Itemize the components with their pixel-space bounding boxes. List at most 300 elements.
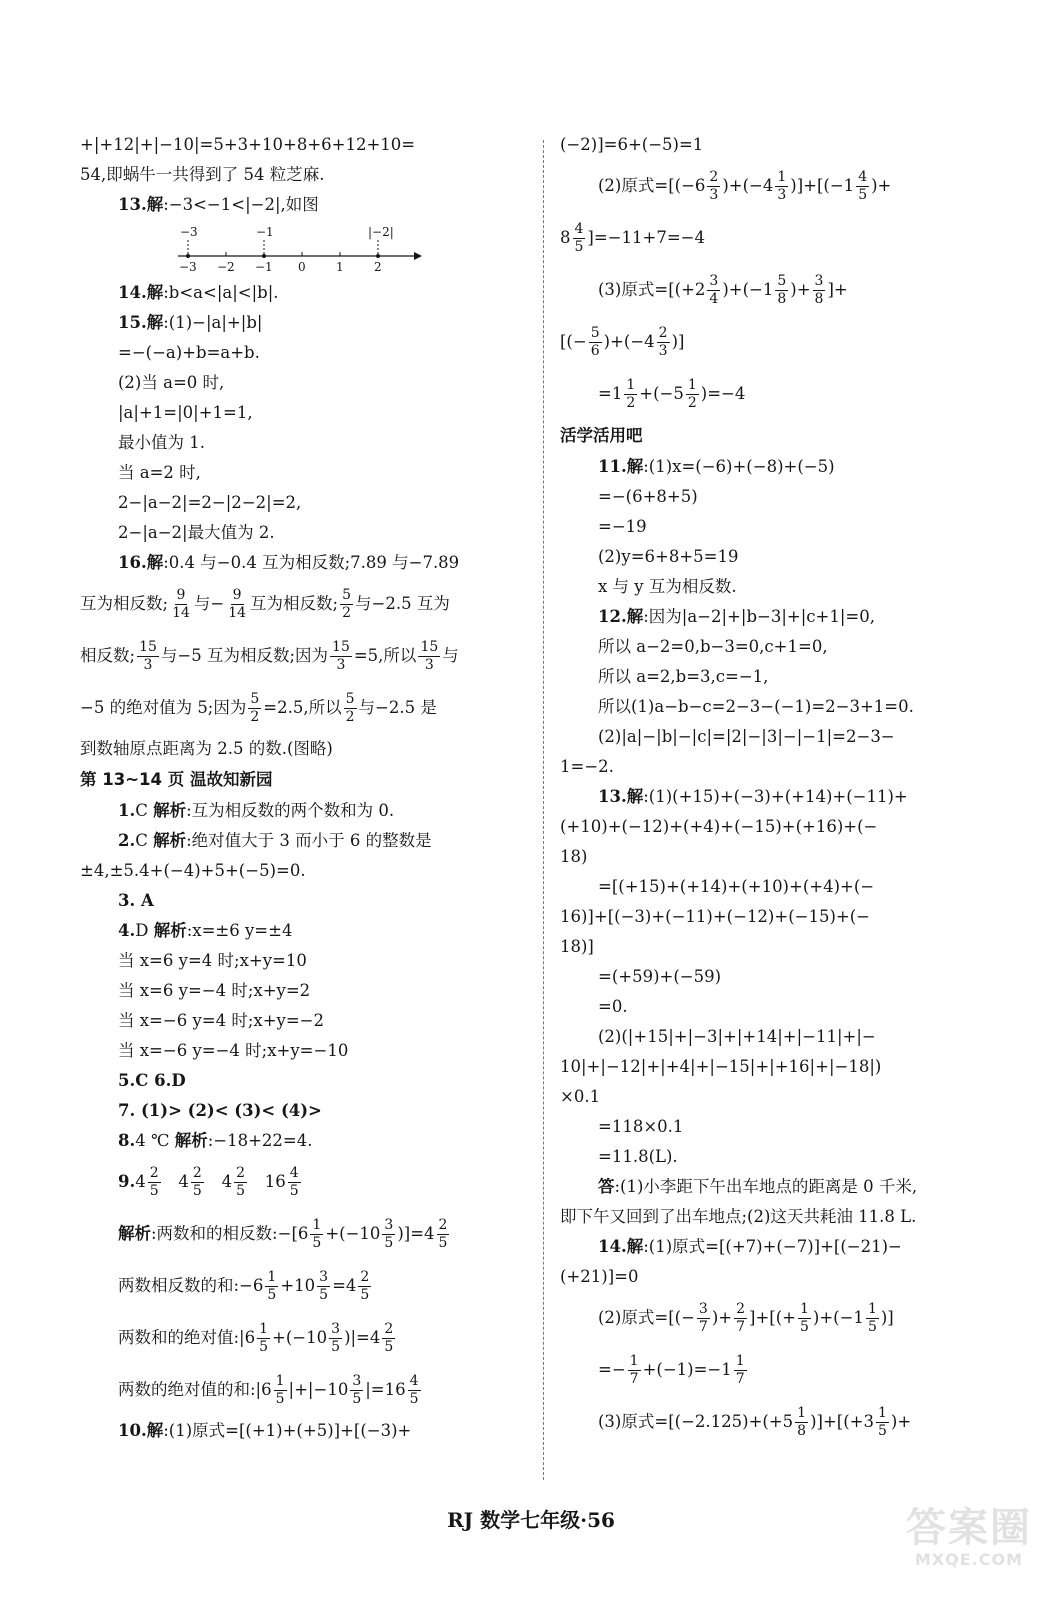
fraction (628, 1353, 641, 1388)
text: :−3<−1<|−2|,如图 (163, 195, 319, 214)
text-line: 所以(1)a−b−c=2−3−(−1)=2−3+1=0. (598, 697, 914, 716)
question-16 (80, 548, 530, 578)
text: :互为相反数的两个数和为 0. (186, 801, 395, 820)
text: =4 (332, 1276, 357, 1295)
text-line: =−19 (598, 517, 647, 536)
text: 与−2.5 互为 (355, 594, 450, 613)
text: :绝对值大于 3 而小于 6 的整数是 (186, 831, 432, 850)
text: +(−5 (639, 384, 684, 403)
denominator: 5 (259, 1339, 269, 1355)
denominator: 2 (342, 605, 352, 621)
text-line: (−2)]=6+(−5)=1 (560, 135, 704, 154)
text-line (80, 1208, 530, 1260)
fraction (358, 1269, 371, 1304)
text: 8 (560, 228, 571, 247)
numerator: 3 (319, 1269, 329, 1285)
text-line (80, 1312, 530, 1364)
denominator: 7 (629, 1371, 639, 1387)
text-line: (2)y=6+8+5=19 (598, 547, 739, 566)
text: +(−1)=−1 (642, 1360, 732, 1379)
numerator: 1 (275, 1373, 285, 1389)
text: )]=4 (397, 1224, 435, 1243)
question-number: 9. (118, 1172, 136, 1191)
denominator: 5 (331, 1339, 341, 1355)
denominator: 5 (319, 1287, 329, 1303)
text: :−18+22=4. (207, 1131, 313, 1150)
point-label: −1 (256, 225, 274, 239)
numerator: 1 (797, 1405, 807, 1421)
denominator: 5 (384, 1339, 394, 1355)
answer-3: 3. A (118, 891, 154, 910)
question-14 (560, 1232, 1010, 1262)
question-number: 8. (118, 1131, 136, 1150)
whole-number: 4 (135, 1172, 146, 1191)
point-marker (262, 254, 266, 258)
fraction (624, 377, 637, 412)
denominator: 5 (236, 1183, 245, 1199)
denominator: 5 (289, 1183, 299, 1199)
denominator: 5 (574, 239, 584, 255)
answer-4 (80, 916, 530, 946)
answer-8 (80, 1126, 530, 1156)
denominator: 14 (228, 605, 247, 621)
text: :(1)原式=[(+1)+(+5)]+[(−3)+ (163, 1421, 412, 1440)
text-line: =11.8(L). (598, 1147, 678, 1166)
text-line: (2)当 a=0 时, (118, 373, 225, 392)
text: )]+[(+3 (810, 1412, 874, 1431)
numerator: 1 (777, 169, 787, 185)
answer-5-6: 5.C 6.D (118, 1071, 186, 1090)
answer-7: 7. (1)> (2)< (3)< (4)> (118, 1101, 322, 1120)
text: C (135, 831, 154, 850)
text-line (80, 630, 530, 682)
watermark-logo (894, 1506, 1044, 1586)
text-line: =−(6+8+5) (598, 487, 698, 506)
tick-label: −3 (179, 260, 197, 272)
solution-label: 解 (626, 457, 644, 476)
denominator: 5 (352, 1391, 362, 1407)
fraction (686, 377, 699, 412)
analysis-label: 解析 (153, 831, 187, 850)
question-number: 11. (598, 457, 627, 476)
numerator: 2 (360, 1269, 370, 1285)
fraction (707, 169, 720, 204)
text: 4 ℃ (135, 1131, 175, 1150)
question-number: 4. (118, 921, 136, 940)
text-line (560, 316, 1010, 368)
denominator: 5 (799, 1319, 809, 1335)
answer-9 (80, 1156, 530, 1208)
solution-label: 解 (626, 787, 644, 806)
solution-label: 解 (626, 1237, 644, 1256)
text-line: =118×0.1 (598, 1117, 684, 1136)
question-13 (80, 190, 530, 220)
question-number: 10. (118, 1421, 147, 1440)
text-line: =0. (598, 997, 628, 1016)
fraction (795, 1405, 808, 1440)
number-line-diagram (174, 224, 424, 272)
numerator: 2 (192, 1165, 202, 1181)
numerator: 1 (267, 1269, 277, 1285)
denominator: 14 (172, 605, 190, 621)
numerator: 2 (438, 1217, 448, 1233)
text-line (80, 1364, 530, 1416)
text: :(1)x=(−6)+(−8)+(−5) (643, 457, 835, 476)
fraction (876, 1405, 889, 1440)
text-line: ±4,±5.4+(−4)+5+(−5)=0. (80, 861, 306, 880)
text-line: ×0.1 (560, 1087, 601, 1106)
question-14 (80, 278, 530, 308)
denominator: 8 (797, 1423, 807, 1439)
denominator: 3 (424, 657, 434, 673)
tick-label: 0 (298, 260, 306, 272)
tick-label: −2 (217, 260, 235, 272)
text-line (560, 1344, 1010, 1396)
text: 互为相反数; (250, 594, 339, 613)
solution-label: 解 (146, 283, 164, 302)
fraction (437, 1217, 450, 1252)
text-line (80, 682, 530, 734)
solution-label: 解 (626, 607, 644, 626)
fraction (274, 1373, 287, 1408)
numerator: 15 (420, 639, 439, 655)
answer-label: 答 (598, 1177, 615, 1196)
text-line: =[(+15)+(+14)+(+10)+(+4)+(− (598, 877, 875, 896)
denominator: 5 (267, 1287, 277, 1303)
text-line: 1=−2. (560, 757, 614, 776)
numerator: 2 (658, 325, 668, 341)
numerator: 2 (236, 1165, 245, 1181)
question-number: 14. (598, 1237, 627, 1256)
numerator: 1 (877, 1405, 887, 1421)
text: =5,所以 (353, 646, 417, 665)
denominator: 2 (687, 395, 697, 411)
denominator: 5 (149, 1183, 159, 1199)
point-label: −3 (180, 225, 198, 239)
fraction (856, 169, 869, 204)
question-number: 16. (118, 553, 147, 572)
fraction (408, 1373, 421, 1408)
left-column (80, 130, 530, 1446)
question-number: 13. (118, 195, 147, 214)
numerator: 5 (590, 325, 600, 341)
text: (3)原式=[(+2 (598, 280, 706, 299)
fraction (589, 325, 602, 360)
fraction (707, 273, 720, 308)
fraction (734, 1353, 747, 1388)
whole-number: 4 (221, 1172, 233, 1191)
text: +(−10 (325, 1224, 381, 1243)
text-line: 当 x=−6 y=−4 时;x+y=−10 (118, 1041, 349, 1060)
book-title: RJ 数学七年级· (447, 1508, 588, 1532)
number-line-arrow (414, 252, 422, 260)
answer-1 (80, 796, 530, 826)
text-line (80, 1260, 530, 1312)
fraction (257, 1321, 270, 1356)
page-number: 56 (587, 1508, 615, 1532)
text: =1 (598, 384, 623, 403)
text: (2)原式=[(−6 (598, 176, 706, 195)
analysis-label: 解析 (174, 1131, 208, 1150)
numerator: 15 (332, 639, 350, 655)
text-line: +|+12|+|−10|=5+3+10+8+6+12+10= (80, 135, 416, 154)
question-number: 2. (118, 831, 136, 850)
text-line: 2−|a−2|最大值为 2. (118, 523, 275, 542)
text: )+ (871, 176, 892, 195)
denominator: 5 (867, 1319, 877, 1335)
text: |+|−10 (288, 1380, 349, 1399)
text-line: 所以 a=2,b=3,c=−1, (598, 667, 769, 686)
numerator: 9 (232, 587, 242, 603)
fraction (418, 639, 440, 674)
text: 与−5 互为相反数;因为 (160, 646, 329, 665)
text: −5 的绝对值为 5;因为 (80, 698, 247, 717)
watermark-url: MXQE.COM (914, 1550, 1024, 1569)
text-line (560, 160, 1010, 212)
text: :(1)小李距下午出车地点的距离是 0 千米, (614, 1177, 918, 1196)
text-line: 当 x=6 y=−4 时;x+y=2 (118, 981, 311, 1000)
fraction (317, 1269, 330, 1304)
fraction (344, 691, 357, 726)
denominator: 3 (709, 187, 719, 203)
text-line: 即下午又回到了出车地点;(2)这天共耗油 11.8 L. (560, 1207, 917, 1226)
text: =2.5,所以 (263, 698, 342, 717)
denominator: 8 (777, 291, 787, 307)
text: )] (880, 1308, 894, 1327)
denominator: 5 (877, 1423, 887, 1439)
text-line: x 与 y 互为相反数. (598, 577, 737, 596)
numerator: 2 (709, 169, 719, 185)
right-column (560, 130, 1010, 1448)
denominator: 5 (384, 1235, 394, 1251)
section-heading: 第 13~14 页 温故知新园 (80, 770, 273, 789)
fraction (310, 1217, 323, 1252)
fraction (813, 273, 826, 308)
text: )+(−1 (722, 280, 774, 299)
solution-label: 解 (146, 553, 164, 572)
fraction (697, 1301, 710, 1336)
text: 两数相反数的和:−6 (118, 1276, 264, 1295)
text: :b<a<|a|<|b|. (163, 283, 279, 302)
fraction (234, 1165, 247, 1200)
numerator: 1 (867, 1301, 877, 1317)
denominator: 5 (438, 1235, 448, 1251)
answer-line (560, 1172, 1010, 1202)
text-line: (2)(|+15|+|−3|+|+14|+|−11|+|− (598, 1027, 876, 1046)
point-marker (186, 254, 190, 258)
text: :0.4 与−0.4 互为相反数;7.89 与−7.89 (163, 553, 460, 572)
fraction (137, 639, 159, 674)
denominator: 2 (345, 709, 355, 725)
text-line: 当 x=6 y=4 时;x+y=10 (118, 951, 307, 970)
point-marker (376, 254, 380, 258)
fraction (657, 325, 670, 360)
text-line (560, 1292, 1010, 1344)
numerator: 5 (342, 587, 352, 603)
question-13 (560, 782, 1010, 812)
text-line (560, 368, 1010, 420)
fraction (265, 1269, 278, 1304)
analysis-label: 解析 (153, 801, 187, 820)
text: [(− (560, 332, 587, 351)
question-number: 14. (118, 283, 147, 302)
fraction (248, 691, 261, 726)
fraction (573, 221, 586, 256)
fraction (340, 587, 353, 622)
numerator: 4 (574, 221, 584, 237)
numerator: 5 (250, 691, 260, 707)
numerator: 4 (409, 1373, 419, 1389)
text: +(−10 (272, 1328, 328, 1347)
text-line: (+21)]=0 (560, 1267, 639, 1286)
denominator: 3 (658, 343, 668, 359)
numerator: 1 (259, 1321, 269, 1337)
fraction (798, 1301, 811, 1336)
numerator: 1 (626, 377, 636, 393)
text-line: 54,即蜗牛一共得到了 54 粒芝麻. (80, 165, 325, 184)
numerator: 5 (345, 691, 355, 707)
text-line: 18)] (560, 937, 594, 956)
fraction (170, 587, 192, 622)
text: 两数的绝对值的和:|6 (118, 1380, 272, 1399)
text-line: 当 a=2 时, (118, 463, 201, 482)
text-line: =−(−a)+b=a+b. (118, 343, 260, 362)
text-line: (+10)+(−12)+(+4)+(−15)+(+16)+(− (560, 817, 878, 836)
solution-label: 解 (146, 195, 164, 214)
denominator: 8 (814, 291, 824, 307)
text: 两数和的绝对值:|6 (118, 1328, 256, 1347)
text: :(1)原式=[(+7)+(−7)]+[(−21)− (643, 1237, 902, 1256)
numerator: 3 (352, 1373, 362, 1389)
numerator: 3 (698, 1301, 708, 1317)
denominator: 3 (336, 657, 346, 673)
denominator: 6 (590, 343, 600, 359)
text: :(1)(+15)+(−3)+(+14)+(−11)+ (643, 787, 908, 806)
text: 相反数; (80, 646, 136, 665)
text: |=16 (365, 1380, 406, 1399)
question-12 (560, 602, 1010, 632)
denominator: 5 (409, 1391, 419, 1407)
fraction (382, 1217, 395, 1252)
text-line: 2−|a−2|=2−|2−2|=2, (118, 493, 302, 512)
text: 与 (442, 646, 459, 665)
question-number: 13. (598, 787, 627, 806)
text: (3)原式=[(−2.125)+(+5 (598, 1412, 794, 1431)
fraction (148, 1165, 161, 1200)
denominator: 5 (192, 1183, 202, 1199)
fraction (734, 1301, 747, 1336)
question-number: 12. (598, 607, 627, 626)
text: ]+[(+ (749, 1308, 796, 1327)
text: )+(−4 (603, 332, 655, 351)
text-line: 所以 a−2=0,b−3=0,c+1=0, (598, 637, 828, 656)
numerator: 1 (799, 1301, 809, 1317)
text: 与−2.5 是 (358, 698, 437, 717)
fraction (775, 273, 788, 308)
question-10 (80, 1416, 530, 1446)
denominator: 7 (735, 1371, 745, 1387)
numerator: 3 (709, 273, 719, 289)
text: 与− (193, 594, 225, 613)
text-line (560, 212, 1010, 264)
text: =− (598, 1360, 626, 1379)
fraction (866, 1301, 879, 1336)
column-divider (543, 140, 544, 1480)
tick-label: −1 (255, 260, 273, 272)
text-line: 当 x=−6 y=4 时;x+y=−2 (118, 1011, 324, 1030)
denominator: 5 (360, 1287, 370, 1303)
question-number: 1. (118, 801, 136, 820)
denominator: 3 (777, 187, 787, 203)
text: )|=4 (344, 1328, 381, 1347)
denominator: 7 (698, 1319, 708, 1335)
denominator: 2 (626, 395, 636, 411)
fraction (288, 1165, 301, 1200)
text: C (135, 801, 154, 820)
question-number: 15. (118, 313, 147, 332)
question-15 (80, 308, 530, 338)
analysis-label: 解析 (118, 1224, 151, 1243)
point-label: |−2| (368, 225, 394, 239)
text: :(1)−|a|+|b| (163, 313, 263, 332)
numerator: 3 (384, 1217, 394, 1233)
solution-label: 解 (146, 1421, 164, 1440)
numerator: 4 (858, 169, 868, 185)
text: :因为|a−2|+|b−3|+|c+1|=0, (643, 607, 875, 626)
fraction (191, 1165, 204, 1200)
numerator: 1 (735, 1353, 745, 1369)
tick-label: 1 (336, 260, 344, 272)
text-line: 到数轴原点距离为 2.5 的数.(图略) (80, 739, 333, 758)
text-line (80, 578, 530, 630)
numerator: 1 (312, 1217, 322, 1233)
numerator: 1 (629, 1353, 639, 1369)
numerator: 2 (736, 1301, 746, 1317)
whole-number: 16 (264, 1172, 286, 1191)
denominator: 5 (275, 1391, 285, 1407)
text: D (135, 921, 154, 940)
fraction (226, 587, 248, 622)
text-line: |a|+1=|0|+1=1, (118, 403, 253, 422)
denominator: 2 (250, 709, 260, 725)
text-line: =(+59)+(−59) (598, 967, 722, 986)
text: 互为相反数; (80, 594, 169, 613)
denominator: 5 (858, 187, 868, 203)
text: ]+ (827, 280, 848, 299)
text-line: 10|+|−12|+|+4|+|−15|+|+16|+|−18|) (560, 1057, 882, 1076)
numerator: 3 (814, 273, 824, 289)
fraction (382, 1321, 395, 1356)
numerator: 4 (289, 1165, 299, 1181)
text: )+(−1 (812, 1308, 864, 1327)
denominator: 4 (709, 291, 719, 307)
text: )+(−4 (722, 176, 774, 195)
text: )]+[(−1 (790, 176, 855, 195)
text: )+ (711, 1308, 733, 1327)
watermark-text: 答案圈 (906, 1505, 1032, 1551)
text: :x=±6 y=±4 (186, 921, 293, 940)
section-heading: 活学活用吧 (560, 426, 643, 445)
denominator: 5 (312, 1235, 322, 1251)
text: ]=−11+7=−4 (587, 228, 705, 247)
tick-label: 2 (374, 260, 382, 272)
numerator: 3 (331, 1321, 341, 1337)
text-line (560, 264, 1010, 316)
text: )+ (790, 280, 811, 299)
numerator: 1 (687, 377, 697, 393)
text: :两数和的相反数:−[6 (151, 1224, 309, 1243)
text-line (560, 1396, 1010, 1448)
